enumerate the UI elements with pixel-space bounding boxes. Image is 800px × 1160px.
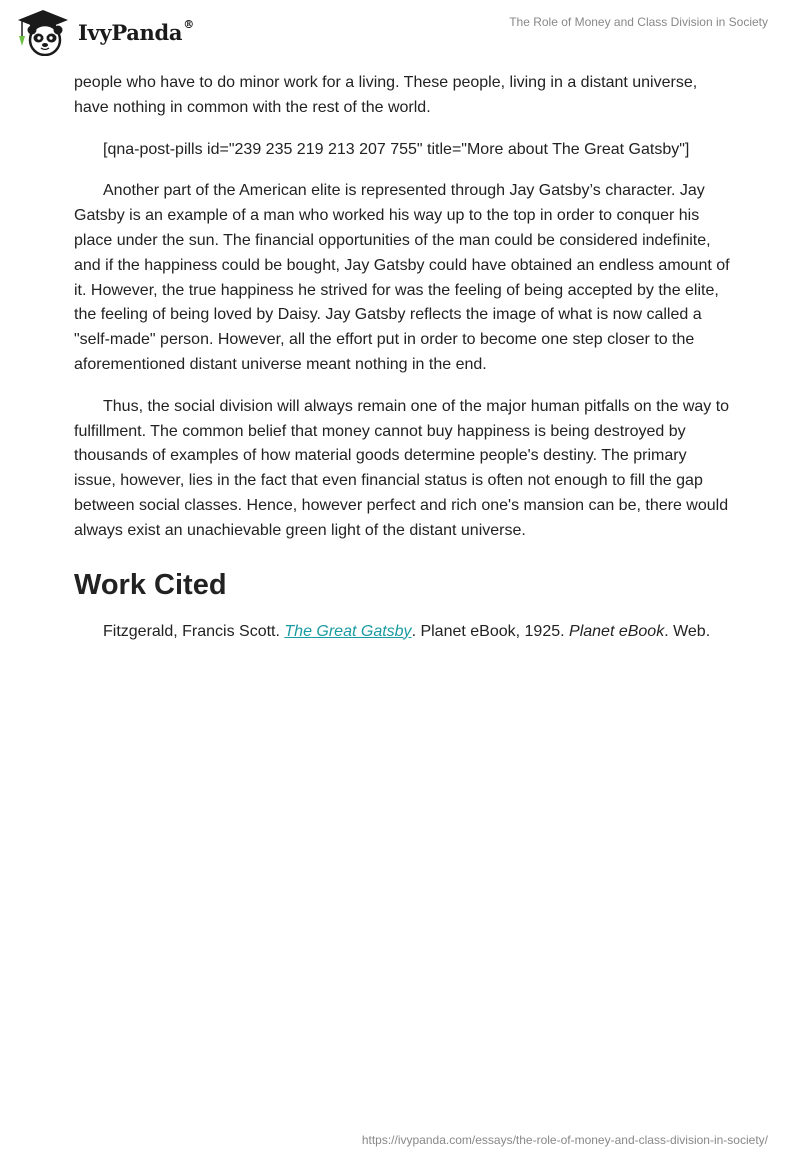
page-header xyxy=(0,0,800,66)
essay-body xyxy=(74,71,730,661)
paragraph-conclusion: Thus, the social division will always remain one of the major human pitfalls on the way to fulfillment. The common belief that money cannot buy happiness is being destroyed by thousands of examples of how material goods determine people's destiny. The primary issue, however, lies in the fact that even financial status is often not enough to fill the gap between social classes. Hence, however perfect and rich one's mansion can be, there would always exist an unachievable green light of the distant universe. xyxy=(74,397,730,539)
citation-site: Planet eBook xyxy=(569,622,665,640)
panda-graduation-icon xyxy=(14,8,72,56)
paragraph-continued: people who have to do minor work for a living. These people, living in a distant universe, have nothing in common with the rest of the world. xyxy=(74,74,698,116)
paragraph-gatsby: Another part of the American elite is represented through Jay Gatsby’s character. Jay Gatsby is an example of a man who worked his way up to the top in order to conquer his place under the sun. The financial opportunities of the man could be considered indefinite, and if the happiness could be bought, Jay Gatsby could have obtained an endless amount of it. However, the true happiness he strived for was the feeling of being accepted by the elite, the feeling of being loved by Daisy. Jay Gatsby reflects the image of what is now called a "self-made" person. However, all the effort put in order to become one step closer to the aforementioned distant universe meant nothing in the end. xyxy=(74,182,730,373)
citation-publisher: . Planet eBook, 1925. xyxy=(411,622,570,640)
shortcode-text: [qna-post-pills id="239 235 219 213 207 755" title="More about The Great Gatsby"] xyxy=(103,140,690,158)
works-cited-heading: Work Cited xyxy=(74,568,227,601)
brand-name: IvyPanda® xyxy=(78,17,194,45)
document-title: The Role of Money and Class Division in Society xyxy=(509,15,768,29)
footer-source-url: https://ivypanda.com/essays/the-role-of-money-and-class-division-in-society/ xyxy=(361,1133,768,1147)
citation-title-link[interactable]: The Great Gatsby xyxy=(284,622,412,640)
ivypanda-logo[interactable] xyxy=(14,8,194,56)
citation-entry xyxy=(74,620,730,645)
citation-tail: . Web. xyxy=(664,622,711,640)
citation-author: Fitzgerald, Francis Scott. xyxy=(103,622,285,640)
